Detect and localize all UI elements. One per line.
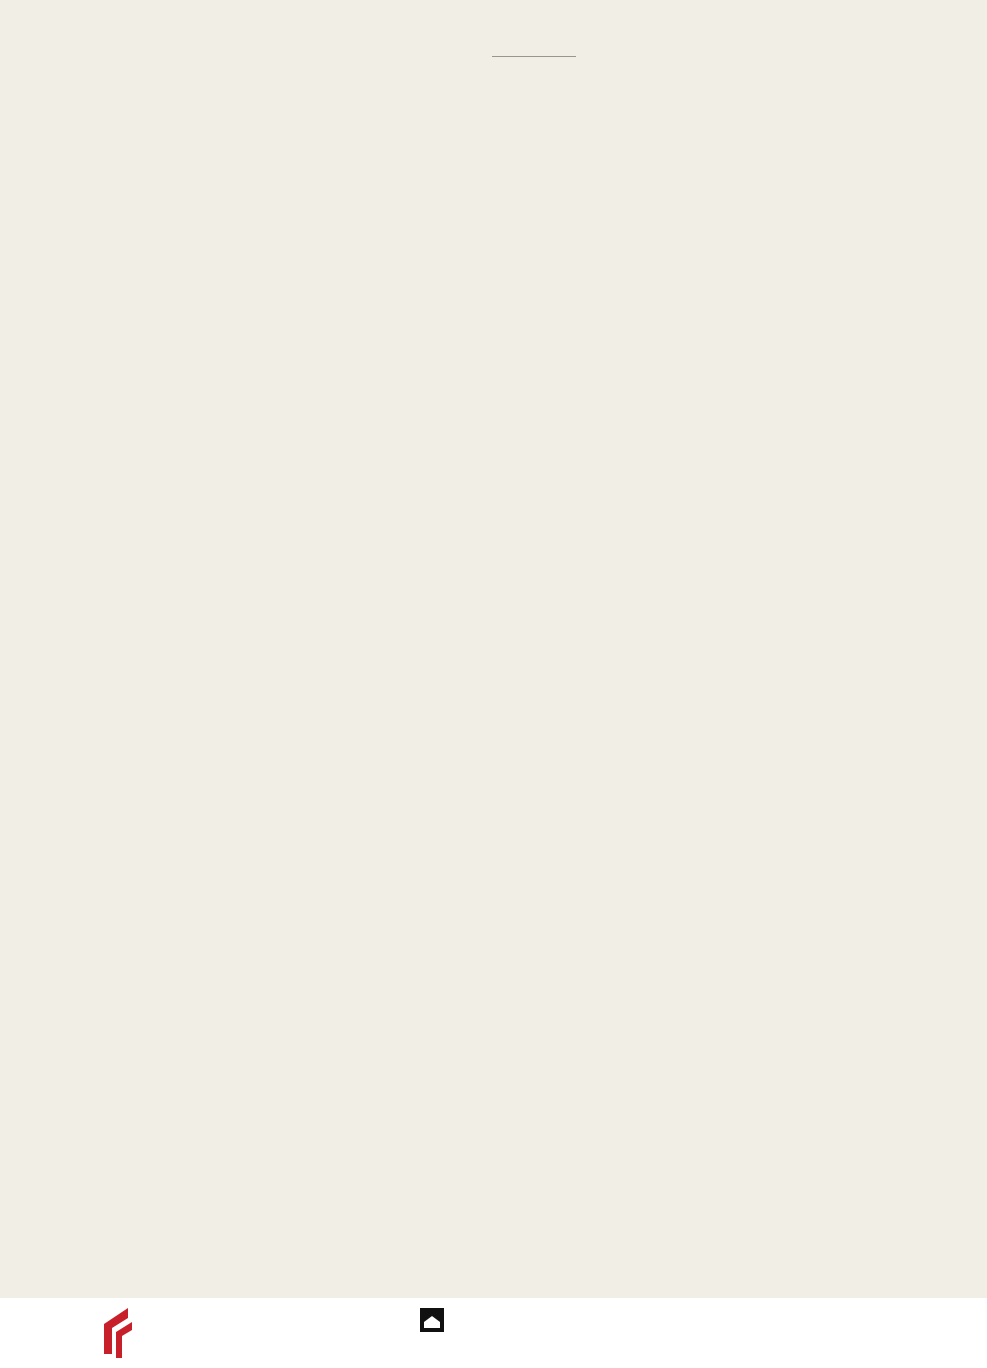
footer-bar (0, 1298, 987, 1368)
ub-heidelberg-emblem-icon (100, 1304, 136, 1360)
kunstbibliothek-emblem-icon (420, 1308, 444, 1332)
page-number-rule (492, 56, 576, 57)
